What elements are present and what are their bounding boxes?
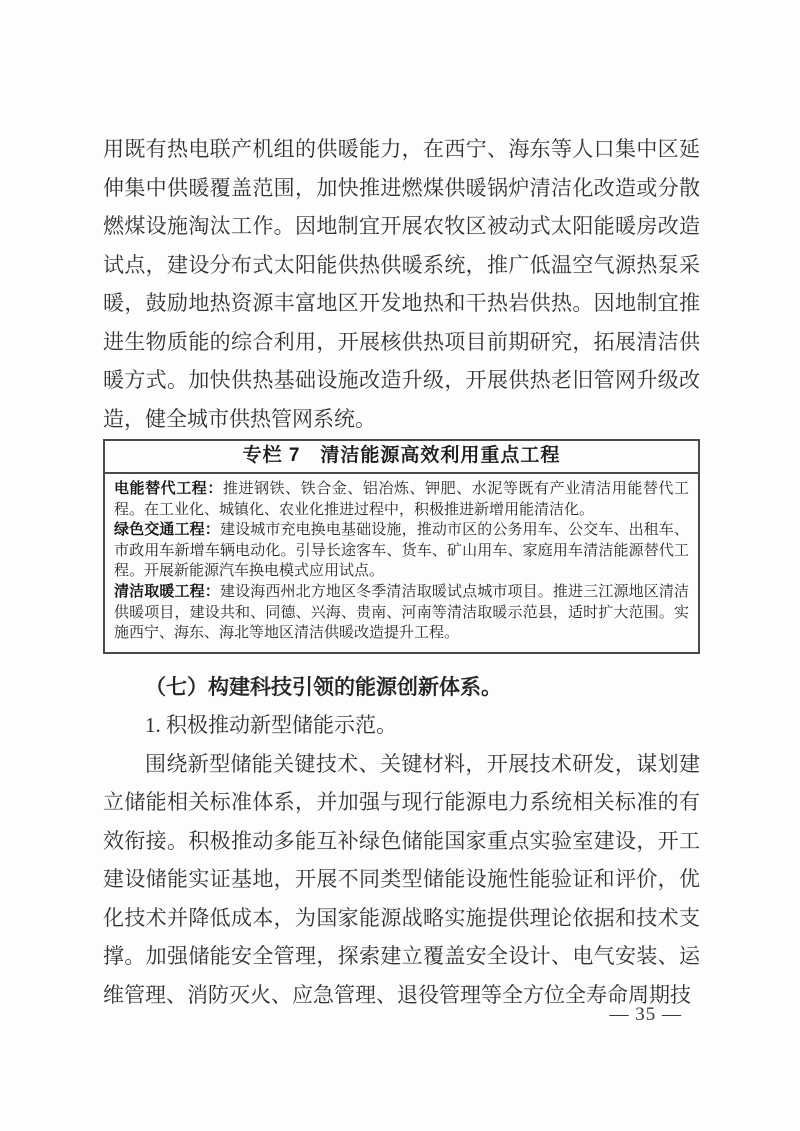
section-heading-7: （七）构建科技引领的能源创新体系。 bbox=[145, 674, 502, 699]
column-7-box-title: 专栏 7 清洁能源高效利用重点工程 bbox=[105, 441, 698, 474]
box-entry-clean-heating bbox=[114, 582, 689, 644]
box-entry-label: 绿色交通工程： bbox=[114, 521, 220, 539]
sub-item-1: 1. 积极推动新型储能示范。 bbox=[145, 713, 397, 738]
page-number: — 35 — bbox=[609, 1004, 682, 1025]
box-entry-green-transport bbox=[114, 520, 689, 582]
box-entry-label: 清洁取暖工程： bbox=[114, 582, 220, 600]
box-entry-text: 建设城市充电换电基础设施，推动市区的公务用车、公交车、出租车、市政用车新增车辆电动化。引导长途客车、货车、矿山用车、家庭用车清洁能源替代工程。开展新能源汽车换电模式应用试点。 bbox=[114, 521, 689, 580]
box-entry-electric-substitution bbox=[114, 479, 689, 520]
box-entry-label: 电能替代工程： bbox=[114, 480, 223, 497]
column-7-box bbox=[103, 439, 700, 654]
box-entry-text: 推进钢铁、铁合金、铝冶炼、钾肥、水泥等既有产业清洁用能替代工程。在工业化、城镇化、农业化推进过程中，积极推进新增用能清洁化。 bbox=[114, 480, 689, 518]
page-content bbox=[103, 130, 700, 1014]
body-paragraph-heating: 用既有热电联产机组的供暖能力，在西宁、海东等人口集中区延伸集中供暖覆盖范围，加快推进燃煤供暖锅炉清洁化改造或分散燃煤设施淘汰工作。因地制宜开展农牧区被动式太阳能暖房改造试点，建设分布式太阳能供热供暖系统，推广低温空气源热泵采暖，鼓励地热资源丰富地区开发地热和干热岩供热。因地制宜推进生物质能的综合利用，开展核供热项目前期研究，拓展清洁供暖方式。加快供热基础设施改造升级，开展供热老旧管网升级改造，健全城市供热管网系统。 bbox=[103, 137, 700, 431]
column-7-box-body bbox=[105, 474, 698, 652]
box-entry-text: 建设海西州北方地区冬季清洁取暖试点城市项目。推进三江源地区清洁供暖项目，建设共和、同德、兴海、贵南、河南等清洁取暖示范县，适时扩大范围。实施西宁、海东、海北等地区清洁供暖改造提升工程。 bbox=[114, 582, 689, 642]
body-paragraph-storage: 围绕新型储能关键技术、关键材料，开展技术研发，谋划建立储能相关标准体系，并加强与现行能源电力系统相关标准的有效衔接。积极推动多能互补绿色储能国家重点实验室建设，开工建设储能实证基地，开展不同类型储能设施性能验证和评价，优化技术并降低成本，为国家能源战略实施提供理论依据和技术支撑。加强储能安全管理，探索建立覆盖安全设计、电气安装、运维管理、消防灭火、应急管理、退役管理等全方位全寿命周期技 bbox=[103, 751, 700, 1007]
